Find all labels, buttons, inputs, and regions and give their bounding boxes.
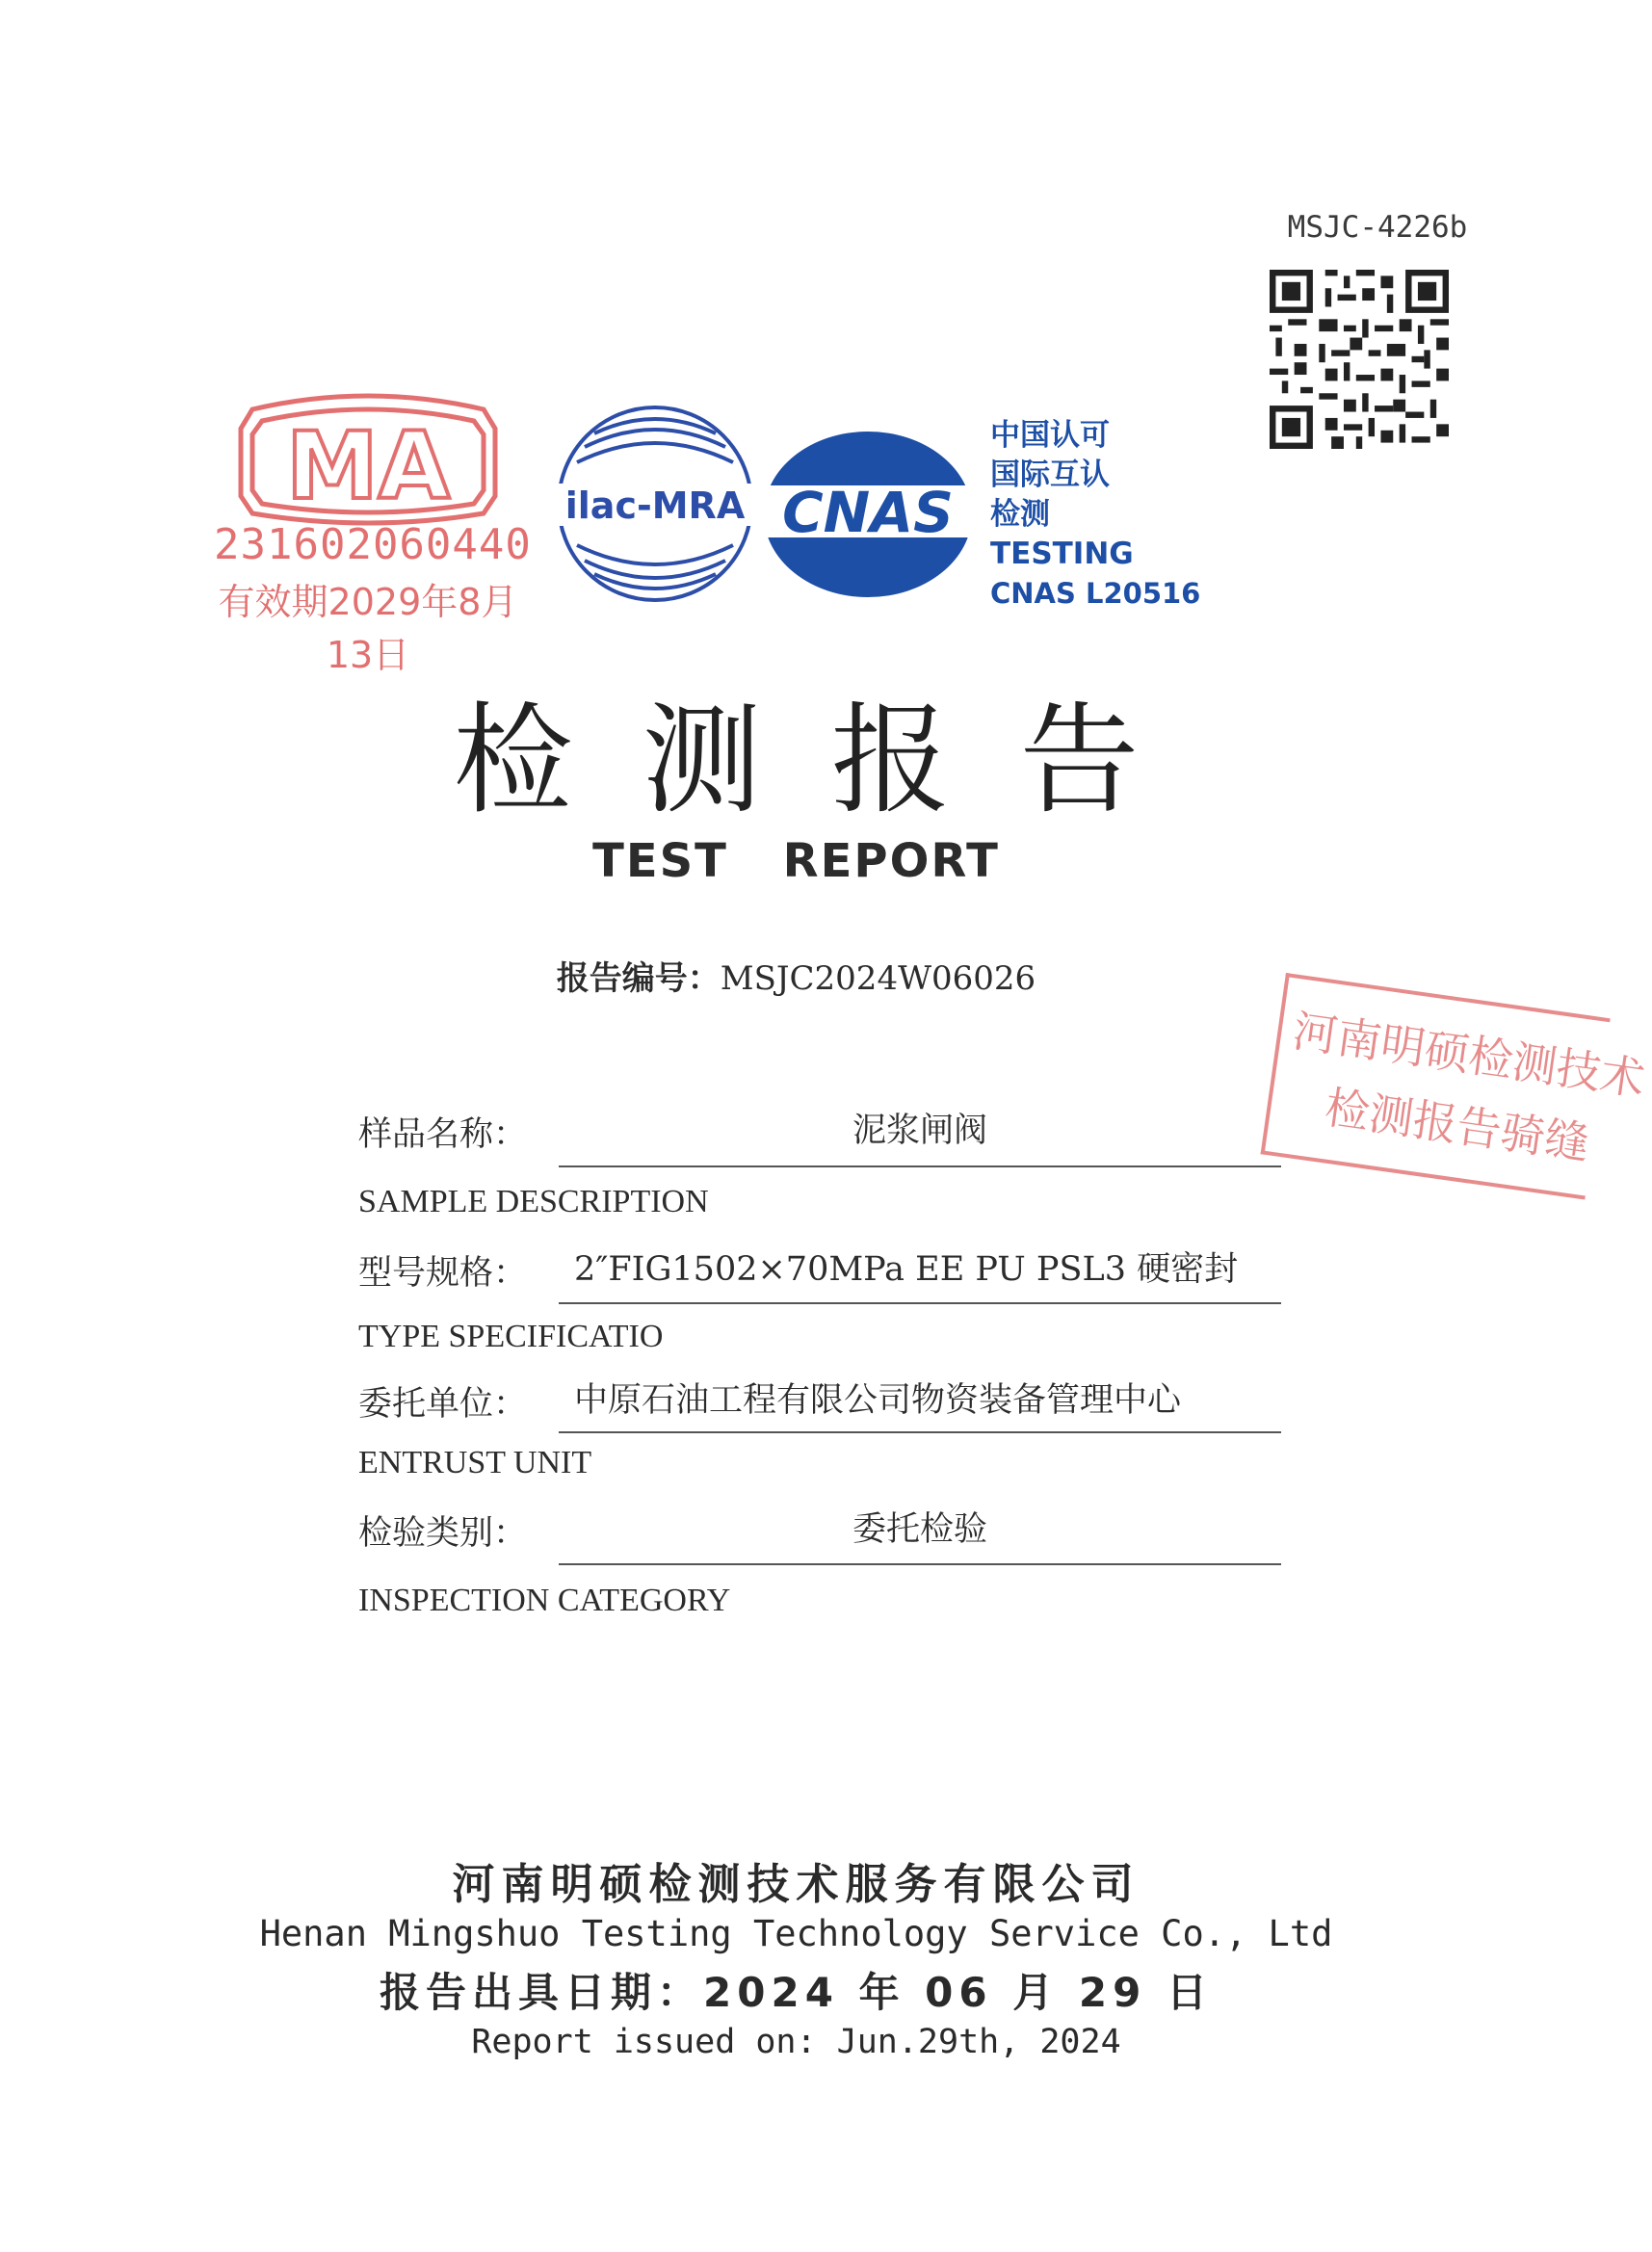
ilac-logo-text: ilac-MRA <box>564 484 746 527</box>
ma-certificate-number: 231602060440 <box>214 520 532 569</box>
company-name-en: Henan Mingshuo Testing Technology Service Co., Ltd <box>259 1913 1333 1954</box>
client-underline <box>559 1431 1281 1433</box>
sample-underline <box>559 1165 1281 1167</box>
title-english: TEST REPORT <box>592 834 1000 888</box>
type-underline <box>559 1302 1281 1304</box>
type-label-en: TYPE SPECIFICATIO <box>358 1319 664 1354</box>
category-underline <box>559 1563 1281 1565</box>
qr-code <box>1270 270 1449 449</box>
type-value: 2″FIG1502×70MPa EE PU PSL3 硬密封 <box>574 1250 1239 1289</box>
cnas-accreditation-text <box>990 416 1201 614</box>
sample-label-en: SAMPLE DESCRIPTION <box>358 1184 709 1219</box>
title-chinese: 检测报告 <box>453 692 1209 830</box>
report-number-label: 报告编号： <box>556 959 721 998</box>
seal-line-2: 检测报告骑缝 <box>1322 1081 1593 1170</box>
report-number <box>0 952 1592 999</box>
seal-line-1: 河南明硕检测技术 <box>1290 1004 1648 1106</box>
overlap-seal <box>1255 973 1648 1237</box>
cnas-line-5: CNAS L20516 <box>990 577 1201 610</box>
ilac-mra-logo <box>556 405 754 603</box>
category-label-cn: 检验类别： <box>358 1514 528 1553</box>
cnas-line-4: TESTING <box>990 537 1134 571</box>
ma-valid-date: 有效期2029年8月13日 <box>218 581 518 676</box>
category-value: 委托检验 <box>852 1510 987 1549</box>
ma-logo-text: MA <box>286 412 450 520</box>
client-label-en: ENTRUST UNIT <box>358 1445 592 1480</box>
cnas-line-2: 国际互认 <box>990 458 1110 492</box>
sample-label-cn: 样品名称： <box>358 1115 528 1154</box>
issue-date-en: Report issued on: Jun.29th, 2024 <box>471 2023 1121 2061</box>
client-label-cn: 委托单位： <box>358 1385 528 1424</box>
client-value: 中原石油工程有限公司物资装备管理中心 <box>574 1381 1182 1420</box>
document-code: MSJC-4226b <box>1287 210 1468 245</box>
company-name-cn: 河南明硕检测技术服务有限公司 <box>452 1860 1141 1909</box>
cnas-line-1: 中国认可 <box>990 418 1110 453</box>
cnas-logo <box>756 422 980 597</box>
issue-date-cn: 报告出具日期：2024 年 06 月 29 日 <box>380 1969 1213 2016</box>
report-number-value: MSJC2024W06026 <box>720 959 1036 998</box>
category-label-en: INSPECTION CATEGORY <box>358 1583 731 1618</box>
type-label-cn: 型号规格： <box>358 1254 528 1293</box>
sample-value: 泥浆闸阀 <box>852 1112 987 1150</box>
cnas-logo-text: CNAS <box>782 480 954 545</box>
cnas-line-3: 检测 <box>990 497 1050 532</box>
